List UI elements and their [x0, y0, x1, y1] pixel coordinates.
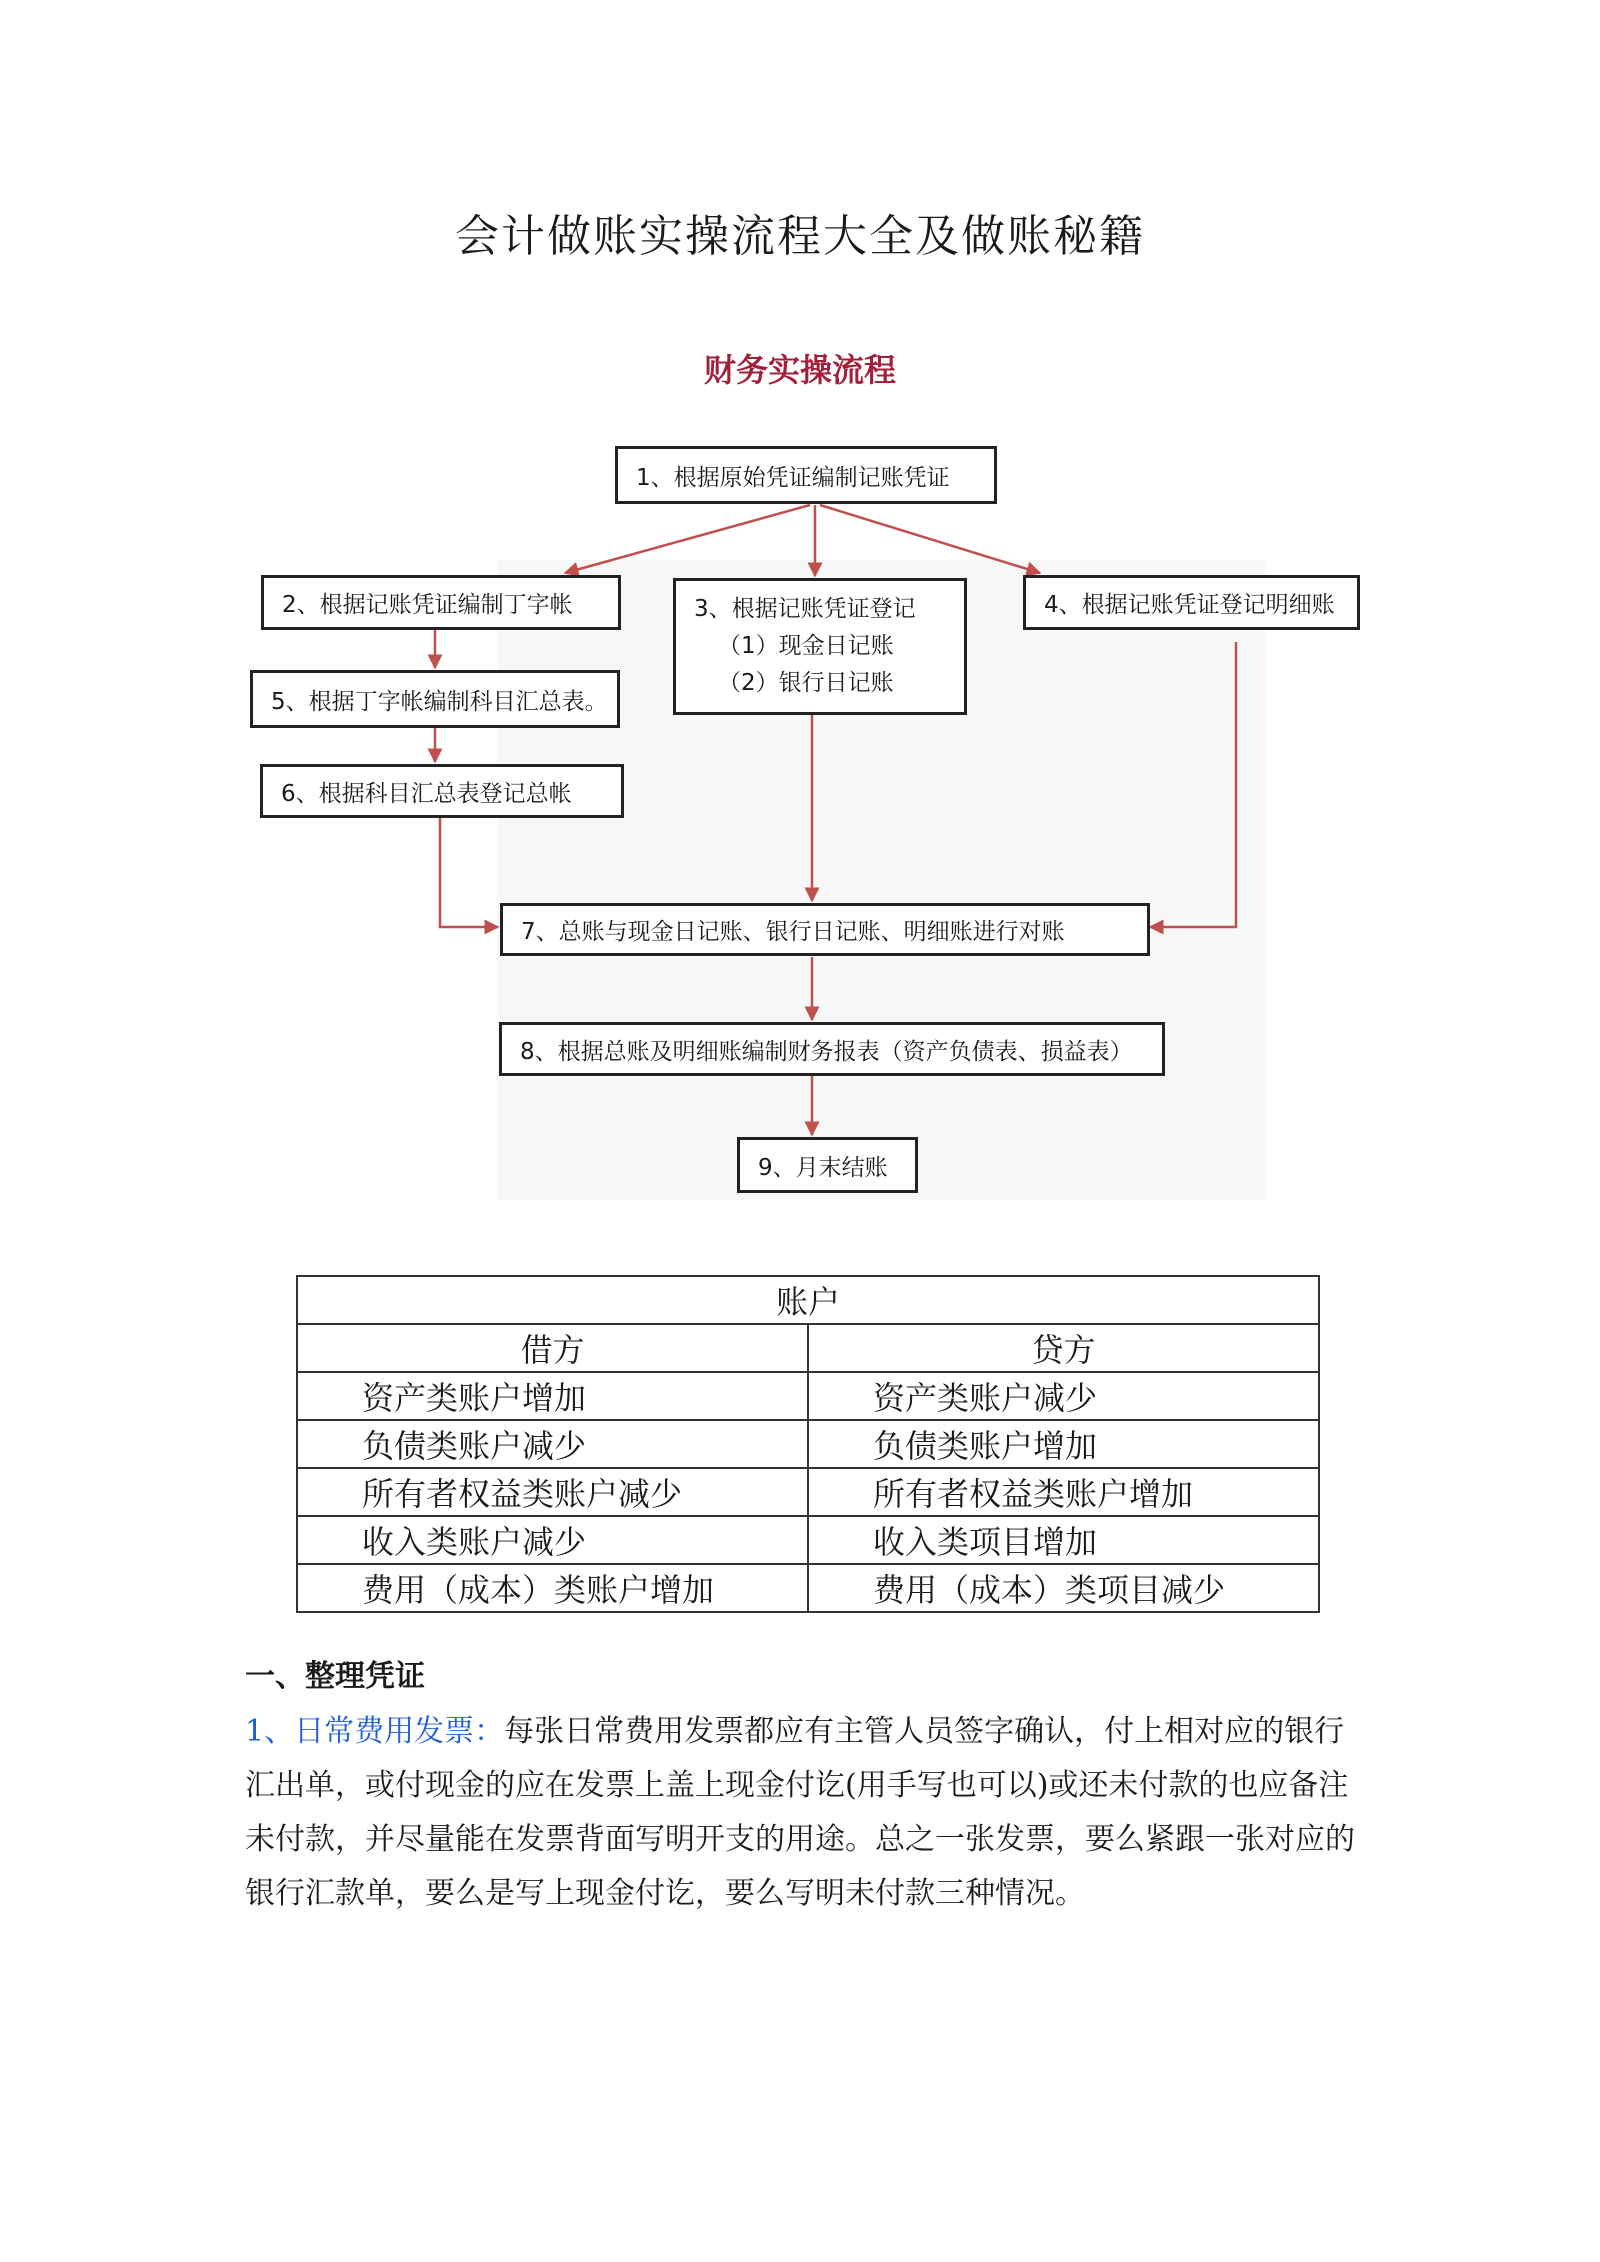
header-credit: 贷方 [808, 1324, 1319, 1372]
flow-step-1-label: 1、根据原始凭证编制记账凭证 [636, 464, 950, 491]
flow-step-3 [673, 578, 967, 715]
flow-step-6-label: 6、根据科目汇总表登记总帐 [281, 780, 572, 807]
flow-step-5 [250, 670, 620, 728]
flow-step-8 [499, 1022, 1165, 1076]
flowchart-title: 财务实操流程 [703, 351, 896, 389]
table-row [297, 1420, 1319, 1468]
flow-step-3-label: 3、根据记账凭证登记 [694, 596, 916, 622]
header-debit: 借方 [297, 1324, 808, 1372]
section-paragraph [245, 1705, 1365, 1921]
arrow-1-to-2 [565, 505, 810, 573]
flow-step-4-label: 4、根据记账凭证登记明细账 [1044, 592, 1335, 618]
credit-cell: 收入类项目增加 [808, 1516, 1319, 1564]
section-heading: 一、整理凭证 [245, 1659, 425, 1694]
account-table-title: 账户 [297, 1276, 1319, 1324]
account-table [296, 1275, 1320, 1613]
credit-cell: 负债类账户增加 [808, 1420, 1319, 1468]
flow-step-5-label: 5、根据丁字帐编制科目汇总表。 [271, 688, 608, 715]
debit-cell: 收入类账户减少 [297, 1516, 808, 1564]
flow-step-2 [261, 575, 621, 630]
flow-step-7 [500, 903, 1150, 956]
table-row [297, 1564, 1319, 1612]
flow-step-3-sub-bank: （2）银行日记账 [718, 670, 894, 696]
item-lead: 1、日常费用发票： [245, 1714, 505, 1749]
table-row [297, 1372, 1319, 1420]
flow-step-4 [1023, 575, 1360, 630]
arrow-4-to-7 [1150, 642, 1236, 927]
table-row [297, 1468, 1319, 1516]
flow-step-9 [737, 1137, 918, 1193]
credit-cell: 资产类账户减少 [808, 1372, 1319, 1420]
arrow-1-to-4 [820, 505, 1040, 573]
debit-cell: 所有者权益类账户减少 [297, 1468, 808, 1516]
document-title: 会计做账实操流程大全及做账秘籍 [455, 211, 1145, 262]
credit-cell: 费用（成本）类项目减少 [808, 1564, 1319, 1612]
credit-cell: 所有者权益类账户增加 [808, 1468, 1319, 1516]
flow-step-3-sub-cash: （1）现金日记账 [718, 633, 894, 659]
arrow-6-to-7 [440, 818, 498, 927]
item-text: 每张日常费用发票都应有主管人员签字确认，付上相对应的银行汇出单，或付现金的应在发票上盖上现金付讫(用手写也可以)或还未付款的也应备注未付款，并尽量能在发票背面写明开支的用途。总之一张发票，要么紧跟一张对应的银行汇款单，要么是写上现金付讫，要么写明未付款三种情况。 [245, 1714, 1355, 1911]
flow-step-6 [260, 764, 624, 818]
debit-cell: 资产类账户增加 [297, 1372, 808, 1420]
table-row [297, 1516, 1319, 1564]
flow-step-8-label: 8、根据总账及明细账编制财务报表（资产负债表、损益表） [520, 1038, 1133, 1065]
flow-step-1 [615, 446, 997, 504]
debit-cell: 费用（成本）类账户增加 [297, 1564, 808, 1612]
debit-cell: 负债类账户减少 [297, 1420, 808, 1468]
flow-step-9-label: 9、月末结账 [758, 1154, 888, 1181]
flow-step-2-label: 2、根据记账凭证编制丁字帐 [282, 592, 573, 618]
flow-step-7-label: 7、总账与现金日记账、银行日记账、明细账进行对账 [521, 919, 1065, 945]
